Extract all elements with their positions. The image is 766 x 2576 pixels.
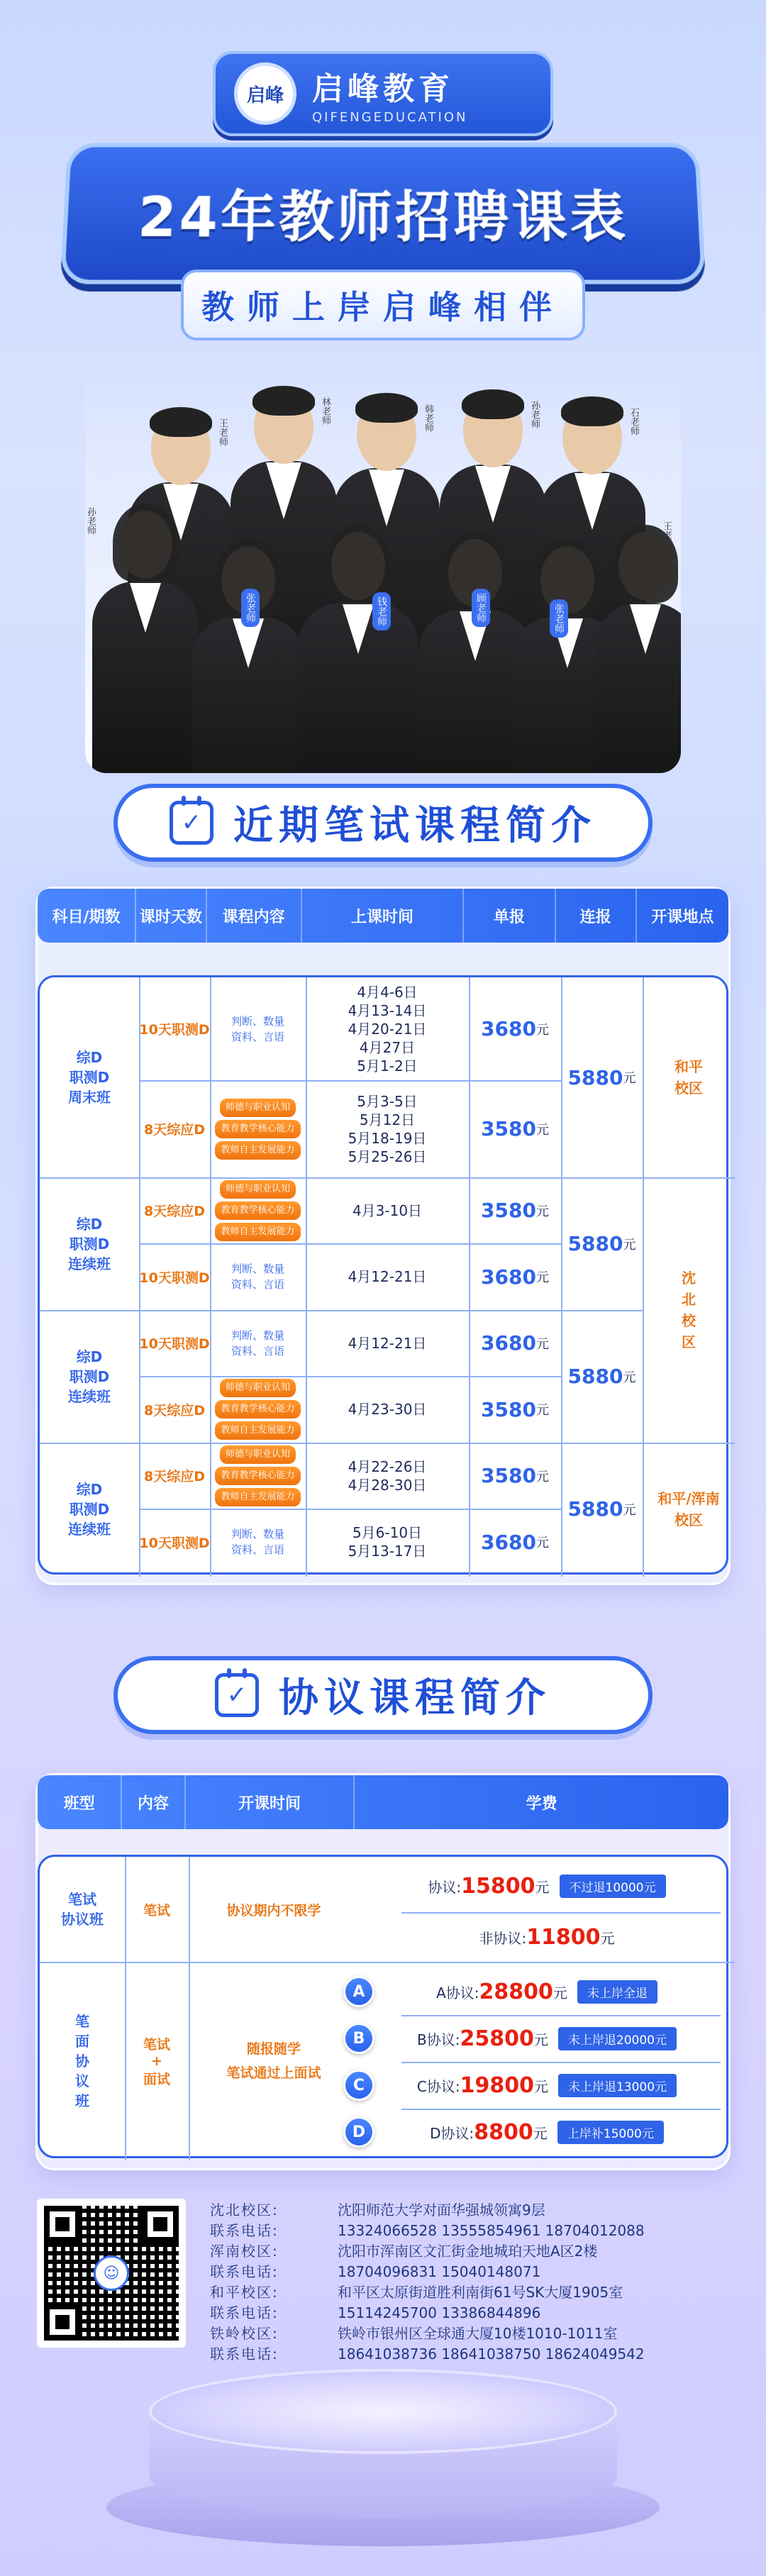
course-content bbox=[210, 1443, 306, 1509]
single-price bbox=[469, 1509, 561, 1575]
contact-value: 铁岭市银州区全球通大厦10楼1010-1011室 bbox=[338, 2325, 618, 2342]
content-pill: 教育教学核心能力 bbox=[215, 1467, 300, 1485]
qr-finder bbox=[44, 2304, 81, 2341]
qr-pattern bbox=[44, 2206, 179, 2341]
refund-note: 未上岸退13000元 bbox=[558, 2074, 677, 2097]
teacher-side-label: 石老师 bbox=[628, 408, 639, 435]
column-header: 班型 bbox=[38, 1775, 122, 1829]
single-price bbox=[469, 977, 561, 1080]
single-price-value: 3580 bbox=[481, 1199, 536, 1222]
title-banner bbox=[60, 143, 706, 284]
qr-code[interactable] bbox=[37, 2199, 186, 2348]
contact-line bbox=[210, 2303, 735, 2324]
contact-value: 13324066528 13555854961 18704012088 bbox=[338, 2222, 645, 2239]
currency-unit: 元 bbox=[623, 1370, 636, 1385]
price-value: 25800 bbox=[460, 2026, 534, 2051]
table-body bbox=[38, 975, 728, 1575]
currency-unit: 元 bbox=[535, 1469, 549, 1484]
combo-price-value: 5880 bbox=[567, 1065, 623, 1089]
single-price bbox=[469, 1080, 561, 1177]
course-dates: 4月12-21日 bbox=[348, 1268, 427, 1285]
option-a-badge: A bbox=[343, 1976, 374, 2007]
teacher-hair bbox=[462, 389, 524, 419]
teacher-hair bbox=[113, 504, 178, 582]
course-dates: 4月22-26日 4月28-30日 bbox=[348, 1458, 427, 1494]
contact-label: 联系电话: bbox=[210, 2345, 279, 2363]
contact-label: 和平校区: bbox=[210, 2284, 279, 2301]
currency-unit: 元 bbox=[533, 2124, 548, 2142]
contact-value: 18704096831 15040148071 bbox=[338, 2263, 541, 2280]
refund-note: 上岸补15000元 bbox=[557, 2121, 664, 2144]
teacher-name-tag: 钱老师 bbox=[372, 592, 391, 631]
course-dates: 4月23-30日 bbox=[348, 1401, 427, 1418]
contact-line bbox=[210, 2221, 735, 2241]
content-pill: 教师自主发展能力 bbox=[215, 1421, 300, 1440]
course-dates: 5月6-10日 5月13-17日 bbox=[348, 1524, 427, 1560]
price-value: 15800 bbox=[461, 1873, 535, 1899]
price-label: A协议: bbox=[436, 1984, 479, 2002]
currency-unit: 元 bbox=[600, 1929, 615, 1947]
class-time: 随报随学 笔试通过上面试 bbox=[226, 2041, 321, 2081]
teacher-side-label: 林老师 bbox=[320, 397, 331, 425]
combo-price bbox=[561, 977, 643, 1177]
section-header-agreement bbox=[113, 1656, 653, 1734]
content-pill: 教师自主发展能力 bbox=[215, 1223, 300, 1241]
teacher-hair bbox=[252, 386, 315, 416]
combo-price-value: 5880 bbox=[567, 1365, 623, 1388]
grid-line bbox=[643, 1177, 735, 1179]
price-value: 28800 bbox=[479, 1979, 553, 2004]
contact-label: 联系电话: bbox=[210, 2222, 279, 2239]
course-content bbox=[210, 1376, 306, 1443]
column-header: 内容 bbox=[122, 1775, 185, 1829]
content-pill: 教育教学核心能力 bbox=[215, 1400, 300, 1419]
price-label: C协议: bbox=[416, 2077, 460, 2095]
currency-unit: 元 bbox=[623, 1071, 636, 1086]
contact-value: 沈阳市浑南区文汇街金地城珀天地A区2楼 bbox=[338, 2243, 598, 2260]
page-title: 24年教师招聘课表 bbox=[136, 186, 630, 250]
column-header: 科目/期数 bbox=[38, 889, 136, 943]
campus-location: 和平/浑南 校区 bbox=[657, 1489, 720, 1528]
qr-finder bbox=[44, 2206, 81, 2243]
class-name: 综D 职测D 连续班 bbox=[68, 1215, 111, 1272]
content-pill: 师德与职业认知 bbox=[220, 1099, 296, 1117]
teacher-name-tag: 张老师 bbox=[241, 589, 260, 627]
content-line: 资料、言语 bbox=[231, 1278, 284, 1291]
slogan-banner bbox=[181, 270, 585, 340]
column-header: 课时天数 bbox=[136, 889, 206, 943]
class-name: 综D 职测D 连续班 bbox=[68, 1348, 111, 1405]
currency-unit: 元 bbox=[535, 1204, 549, 1219]
teacher-hair bbox=[150, 407, 212, 437]
course-content bbox=[210, 1509, 306, 1575]
price-label: 协议: bbox=[428, 1878, 462, 1896]
course-duration: 8天综应D bbox=[144, 1469, 205, 1484]
campus-location: 和平 校区 bbox=[675, 1058, 703, 1097]
option-c-badge: C bbox=[343, 2070, 374, 2101]
currency-unit: 元 bbox=[535, 1878, 550, 1896]
column-header: 学费 bbox=[526, 1794, 557, 1813]
contact-label: 浑南校区: bbox=[210, 2243, 279, 2260]
class-time: 协议期内不限学 bbox=[226, 1902, 321, 1919]
contact-line bbox=[210, 2324, 735, 2344]
teacher-side-label: 王老师 bbox=[661, 521, 672, 549]
teacher-side-label: 王老师 bbox=[217, 418, 228, 446]
refund-note: 未上岸退20000元 bbox=[558, 2027, 677, 2050]
brand-logo: 启峰 bbox=[234, 62, 296, 125]
teacher-hair bbox=[355, 393, 418, 423]
teacher-side-label: 孙老师 bbox=[85, 507, 96, 535]
agreement-course-table bbox=[35, 1773, 731, 2170]
price-label: B协议: bbox=[417, 2031, 460, 2048]
contact-line bbox=[210, 2200, 735, 2221]
course-duration: 8天综应D bbox=[144, 1402, 205, 1419]
chat-icon: ☺ bbox=[94, 2255, 129, 2291]
currency-unit: 元 bbox=[535, 1122, 549, 1138]
podium-top bbox=[149, 2369, 617, 2454]
agreement-option bbox=[359, 2111, 735, 2153]
currency-unit: 元 bbox=[535, 1336, 549, 1352]
table-body bbox=[38, 1855, 728, 2158]
teacher-name-tag: 张老师 bbox=[550, 599, 568, 638]
course-content bbox=[210, 1243, 306, 1310]
option-b-badge: B bbox=[343, 2023, 374, 2054]
single-price-value: 3580 bbox=[481, 1117, 536, 1140]
podium-decoration bbox=[106, 2362, 660, 2560]
combo-price-value: 5880 bbox=[567, 1497, 623, 1521]
currency-unit: 元 bbox=[623, 1237, 636, 1253]
content-pill: 教师自主发展能力 bbox=[215, 1141, 300, 1160]
class-name: 综D 职测D 连续班 bbox=[68, 1480, 111, 1538]
course-dates: 4月4-6日 4月13-14日 4月20-21日 4月27日 5月1-2日 bbox=[348, 983, 427, 1075]
single-price-value: 3680 bbox=[481, 1265, 536, 1289]
course-duration: 10天职测D bbox=[139, 1535, 210, 1551]
single-price-value: 3680 bbox=[481, 1530, 536, 1554]
course-dates: 4月12-21日 bbox=[348, 1334, 427, 1352]
single-price bbox=[469, 1443, 561, 1509]
course-duration: 10天职测D bbox=[139, 1270, 210, 1286]
currency-unit: 元 bbox=[533, 2031, 548, 2048]
currency-unit: 元 bbox=[623, 1502, 636, 1518]
currency-unit: 元 bbox=[535, 1270, 549, 1285]
combo-price bbox=[561, 1443, 643, 1575]
contact-value: 18641038736 18641038750 18624049542 bbox=[338, 2345, 645, 2363]
class-content: 笔试 + 面试 bbox=[143, 2037, 170, 2087]
contact-line bbox=[210, 2241, 735, 2262]
content-pill: 教育教学核心能力 bbox=[215, 1201, 300, 1220]
content-pill: 师德与职业认知 bbox=[220, 1445, 296, 1464]
contact-label: 联系电话: bbox=[210, 2304, 279, 2321]
non-agreement-price bbox=[359, 1914, 735, 1960]
brand-subtitle: QIFENGEDUCATION bbox=[312, 109, 468, 125]
qr-finder bbox=[142, 2206, 179, 2243]
course-dates: 4月3-10日 bbox=[352, 1201, 423, 1219]
price-value: 8800 bbox=[474, 2119, 533, 2145]
agreement-option bbox=[359, 2064, 735, 2106]
single-price bbox=[469, 1376, 561, 1443]
content-line: 资料、言语 bbox=[231, 1030, 284, 1043]
combo-price bbox=[561, 1177, 643, 1310]
content-pill: 师德与职业认知 bbox=[220, 1180, 296, 1199]
class-name: 综D 职测D 周末班 bbox=[68, 1049, 111, 1106]
price-value: 11800 bbox=[526, 1924, 601, 1950]
table-header bbox=[38, 1775, 728, 1829]
calendar-check-icon: ✓ bbox=[215, 1673, 259, 1717]
grid-line bbox=[401, 2062, 721, 2063]
teacher-name-tag: 顾老师 bbox=[472, 589, 490, 627]
contact-line bbox=[210, 2282, 735, 2303]
single-price bbox=[469, 1310, 561, 1376]
grid-line bbox=[401, 2015, 721, 2016]
column-header: 开课地点 bbox=[651, 908, 714, 926]
column-header: 课程内容 bbox=[207, 889, 302, 943]
grid-line bbox=[643, 1443, 735, 1444]
teacher-hair bbox=[326, 525, 391, 603]
agreement-price bbox=[359, 1862, 735, 1909]
course-content bbox=[210, 977, 306, 1080]
single-price bbox=[469, 1177, 561, 1243]
content-pill: 教师自主发展能力 bbox=[215, 1488, 300, 1506]
price-label: 非协议: bbox=[479, 1929, 527, 1947]
refund-note: 不过退10000元 bbox=[560, 1875, 666, 1898]
content-line: 判断、数量 bbox=[231, 1014, 284, 1028]
content-pill: 师德与职业认知 bbox=[220, 1379, 296, 1397]
column-header: 上课时间 bbox=[302, 889, 465, 943]
calendar-check-icon: ✓ bbox=[170, 801, 213, 845]
course-duration: 10天职测D bbox=[139, 1022, 210, 1038]
single-price bbox=[469, 1243, 561, 1310]
contact-list bbox=[210, 2200, 735, 2365]
content-line: 判断、数量 bbox=[231, 1262, 284, 1275]
contact-value: 和平区太原街道胜利南街61号SK大厦1905室 bbox=[338, 2284, 623, 2301]
written-course-table bbox=[35, 887, 731, 1585]
price-value: 19800 bbox=[460, 2072, 534, 2098]
class-name: 笔试 协议班 bbox=[61, 1891, 104, 1928]
brand-name: 启峰教育 bbox=[312, 70, 454, 107]
combo-price-value: 5880 bbox=[567, 1232, 623, 1255]
combo-price bbox=[561, 1310, 643, 1443]
table-header bbox=[38, 889, 728, 943]
teacher-figure bbox=[596, 518, 681, 773]
course-content bbox=[210, 1177, 306, 1243]
single-price-value: 3680 bbox=[481, 1331, 536, 1355]
grid-line bbox=[401, 2109, 721, 2110]
currency-unit: 元 bbox=[535, 1536, 549, 1550]
teacher-side-label: 孙老师 bbox=[529, 401, 540, 428]
course-duration: 8天综应D bbox=[144, 1122, 205, 1138]
option-d-badge: D bbox=[343, 2116, 374, 2148]
section-title: 协议课程简介 bbox=[279, 1675, 551, 1721]
content-line: 资料、言语 bbox=[231, 1543, 284, 1556]
contact-line bbox=[210, 2262, 735, 2282]
section-header-written bbox=[113, 784, 653, 862]
course-dates: 5月3-5日 5月12日 5月18-19日 5月25-26日 bbox=[348, 1092, 427, 1165]
content-line: 资料、言语 bbox=[231, 1344, 284, 1358]
currency-unit: 元 bbox=[553, 1984, 567, 2002]
currency-unit: 元 bbox=[535, 1022, 549, 1038]
teacher-side-label: 韩老师 bbox=[423, 404, 433, 432]
course-content bbox=[210, 1310, 306, 1376]
price-label: D协议: bbox=[430, 2124, 474, 2142]
content-line: 判断、数量 bbox=[231, 1328, 284, 1342]
section-title: 近期笔试课程简介 bbox=[233, 802, 596, 849]
contact-value: 15114245700 13386844896 bbox=[338, 2304, 541, 2321]
course-duration: 8天综应D bbox=[144, 1204, 205, 1219]
teacher-figure bbox=[92, 496, 199, 773]
agreement-option bbox=[359, 2017, 735, 2060]
currency-unit: 元 bbox=[533, 2077, 548, 2095]
content-line: 判断、数量 bbox=[231, 1528, 284, 1540]
agreement-option bbox=[359, 1970, 735, 2013]
teacher-figure bbox=[298, 518, 418, 773]
single-price-value: 3680 bbox=[481, 1017, 536, 1040]
column-header: 单报 bbox=[464, 889, 555, 943]
class-name: 笔 面 协 议 班 bbox=[75, 2013, 89, 2109]
slogan-text: 教师上岸启峰相伴 bbox=[201, 288, 565, 326]
teacher-figure bbox=[192, 532, 305, 773]
course-content bbox=[210, 1080, 306, 1177]
contact-label: 沈北校区: bbox=[210, 2202, 279, 2219]
teacher-hair bbox=[561, 396, 623, 426]
refund-note: 未上岸全退 bbox=[577, 1980, 657, 2004]
column-header: 开课时间 bbox=[186, 1775, 355, 1829]
contact-label: 铁岭校区: bbox=[210, 2325, 279, 2342]
contact-value: 沈阳师范大学对面华强城领寓9层 bbox=[338, 2202, 545, 2219]
course-duration: 10天职测D bbox=[139, 1336, 210, 1352]
contact-label: 联系电话: bbox=[210, 2263, 279, 2280]
brand-bar bbox=[213, 51, 553, 136]
single-price-value: 3580 bbox=[481, 1464, 536, 1487]
content-pill: 教育教学核心能力 bbox=[215, 1120, 300, 1138]
single-price-value: 3580 bbox=[481, 1397, 536, 1421]
teachers-photo bbox=[85, 355, 681, 773]
class-content: 笔试 bbox=[143, 1902, 170, 1919]
column-header: 连报 bbox=[556, 889, 637, 943]
currency-unit: 元 bbox=[535, 1403, 549, 1418]
campus-location: 沈 北 校 区 bbox=[682, 1270, 696, 1350]
